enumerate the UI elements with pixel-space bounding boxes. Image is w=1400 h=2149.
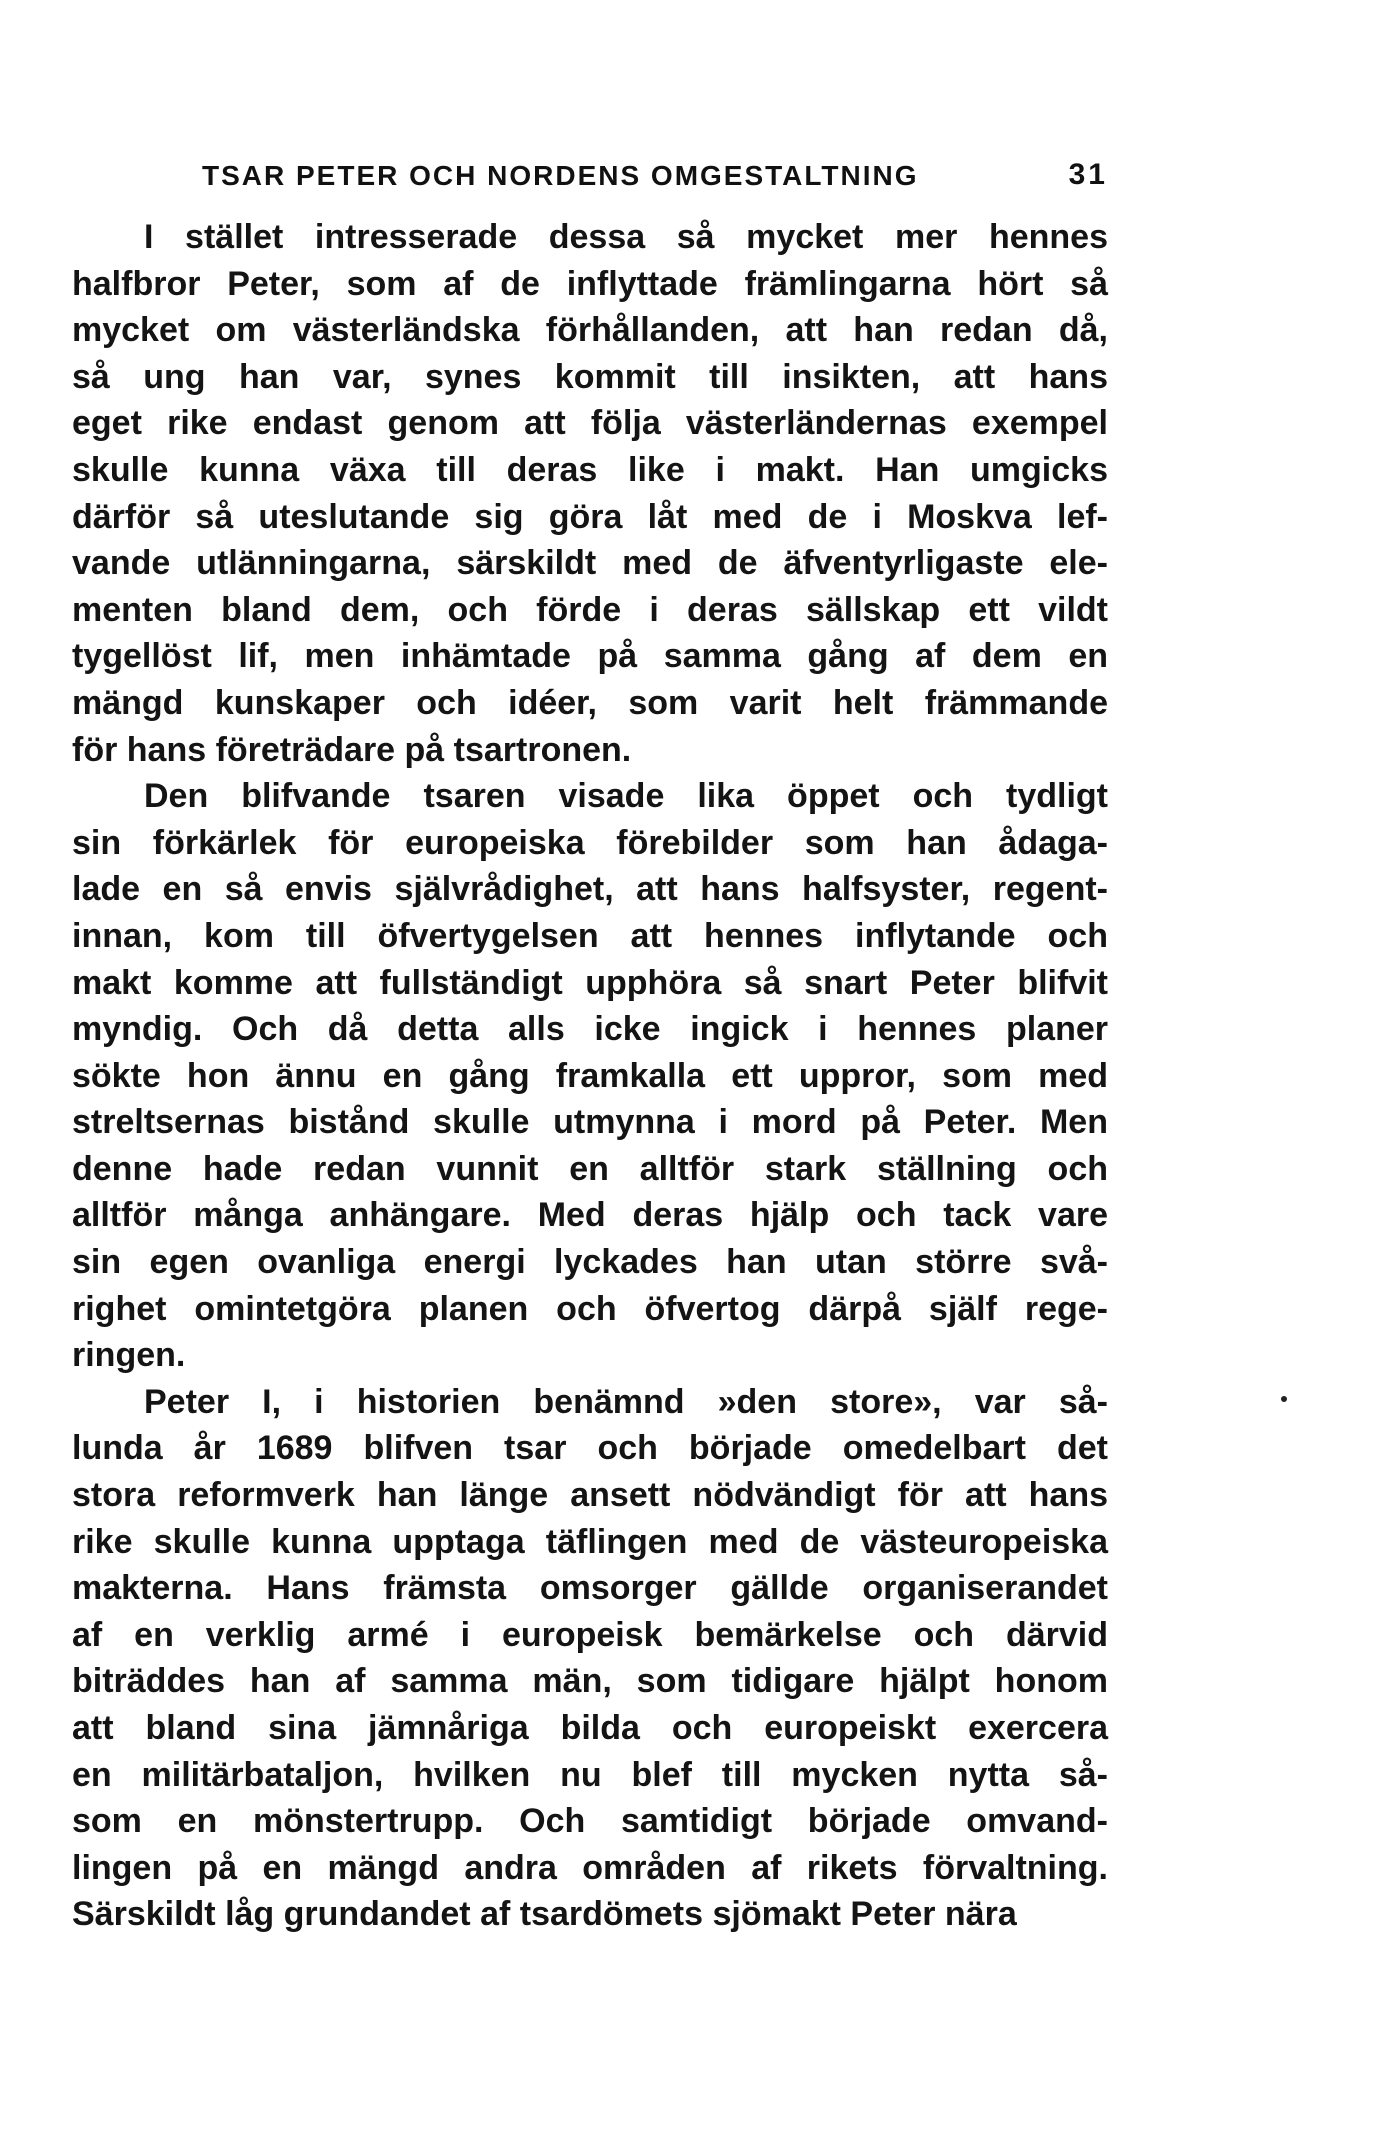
text-line: tygellöst lif, men inhämtade på samma gång af dem en	[72, 637, 1108, 676]
text-line: denne hade redan vunnit en alltför stark ställning och	[72, 1149, 1108, 1188]
text-line: som en mönstertrupp. Och samtidigt började omvand-	[72, 1802, 1108, 1841]
text-line: mängd kunskaper och idéer, som varit helt främmande	[72, 683, 1108, 722]
text-line: en militärbataljon, hvilken nu blef till mycken nytta så-	[72, 1755, 1108, 1794]
text-line: Den blifvande tsaren visade lika öppet och tydligt	[144, 777, 1108, 816]
text-line: af en verklig armé i europeisk bemärkelse och därvid	[72, 1615, 1108, 1654]
paragraph	[72, 773, 1108, 1379]
book-page	[72, 150, 1108, 1938]
text-line: att bland sina jämnåriga bilda och europeiskt exercera	[72, 1709, 1108, 1747]
text-line: eget rike endast genom att följa västerländernas exempel	[72, 404, 1108, 443]
text-line: ringen.	[72, 1336, 186, 1375]
text-line: makterna. Hans främsta omsorger gällde organiserandet	[72, 1569, 1108, 1608]
text-line: därför så uteslutande sig göra låt med de i Moskva lef-	[72, 497, 1108, 536]
paragraph	[72, 214, 1108, 773]
print-speck	[1281, 1396, 1287, 1402]
text-line: righet omintetgöra planen och öfvertog därpå själf rege-	[72, 1289, 1108, 1328]
text-line: lade en så envis självrådighet, att hans halfsyster, regent-	[72, 870, 1108, 909]
paragraph	[72, 1379, 1108, 1938]
text-line: Särskildt låg grundandet af tsardömets sjömakt Peter nära	[72, 1895, 1017, 1934]
text-line: sin egen ovanliga energi lyckades han utan större svå-	[72, 1243, 1108, 1282]
text-line: halfbror Peter, som af de inflyttade främlingarna hört så	[72, 264, 1108, 303]
body-text	[72, 214, 1108, 1938]
text-line: för hans företrädare på tsartronen.	[72, 730, 632, 769]
text-line: streltsernas bistånd skulle utmynna i mord på Peter. Men	[72, 1103, 1108, 1142]
text-line: Peter I, i historien benämnd »den store», var så-	[144, 1382, 1108, 1421]
text-line: makt komme att fullständigt upphöra så snart Peter blifvit	[72, 963, 1108, 1002]
text-line: så ung han var, synes kommit till insikten, att hans	[72, 357, 1108, 396]
running-header	[72, 150, 1108, 206]
text-line: innan, kom till öfvertygelsen att hennes inflytande och	[72, 916, 1108, 955]
text-line: myndig. Och då detta alls icke ingick i hennes planer	[72, 1010, 1108, 1049]
text-line: rike skulle kunna upptaga täflingen med de västeuropeiska	[72, 1522, 1108, 1561]
text-line: vande utlänningarna, särskildt med de äfventyrligaste ele-	[72, 544, 1108, 583]
text-line: sökte hon ännu en gång framkalla ett uppror, som med	[72, 1056, 1108, 1095]
text-line: menten bland dem, och förde i deras sällskap ett vildt	[72, 590, 1108, 629]
running-title: TSAR PETER OCH NORDENS OMGESTALTNING	[202, 160, 919, 191]
text-line: stora reformverk han länge ansett nödvändigt för att hans	[72, 1476, 1108, 1515]
text-line: biträddes han af samma män, som tidigare hjälpt honom	[72, 1662, 1108, 1701]
text-line: I stället intresserade dessa så mycket mer hennes	[144, 218, 1108, 256]
page-number: 31	[1068, 158, 1108, 191]
text-line: sin förkärlek för europeiska förebilder som han ådaga-	[72, 823, 1108, 862]
text-line: skulle kunna växa till deras like i makt. Han umgicks	[72, 450, 1108, 489]
text-line: mycket om västerländska förhållanden, att han redan då,	[72, 311, 1108, 350]
text-line: lunda år 1689 blifven tsar och började omedelbart det	[72, 1429, 1108, 1468]
text-line: lingen på en mängd andra områden af rikets förvaltning.	[72, 1848, 1108, 1887]
text-line: alltför många anhängare. Med deras hjälp och tack vare	[72, 1196, 1108, 1235]
